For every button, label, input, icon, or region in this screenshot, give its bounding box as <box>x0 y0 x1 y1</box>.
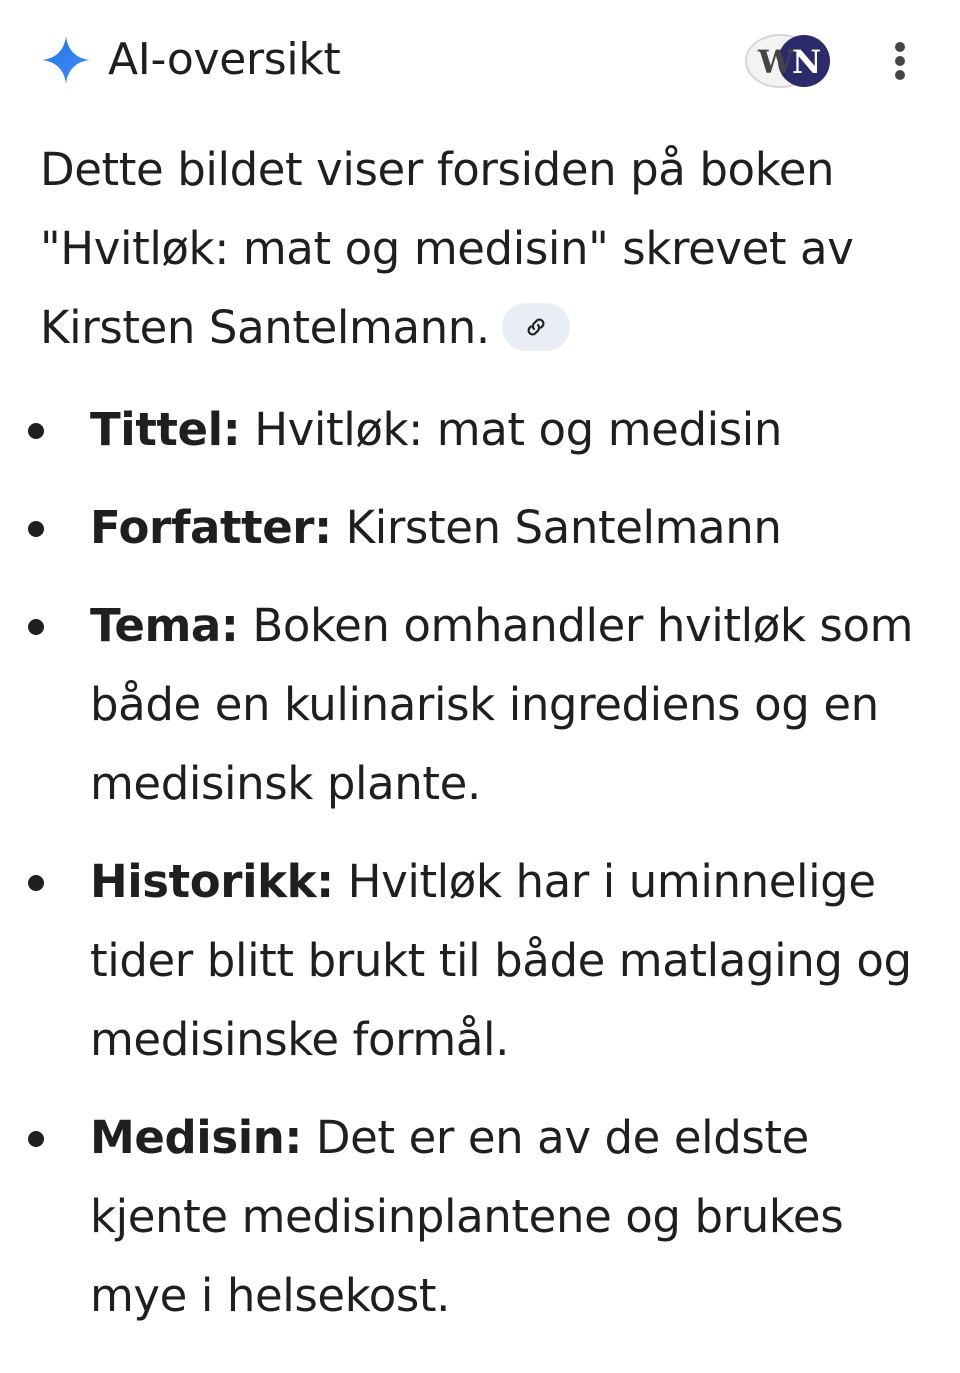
svg-text:N: N <box>792 43 822 81</box>
list-item-historikk <box>0 842 960 1079</box>
bullet <box>28 521 44 537</box>
item-label: Historikk: <box>90 855 334 908</box>
list-item-medisin <box>0 1098 960 1335</box>
more-vert-icon[interactable] <box>880 38 920 84</box>
bullet <box>28 1131 44 1147</box>
item-label: Medisin: <box>90 1111 302 1164</box>
item-text: Hvitløk: mat og medisin <box>240 403 782 456</box>
item-text: Det er en av de eldste kjente medisinplantene og brukes mye i helsekost. <box>90 1111 844 1322</box>
list-item-tittel <box>0 390 960 469</box>
item-label: Tittel: <box>90 403 241 456</box>
list-item-tema <box>0 586 960 823</box>
intro-paragraph <box>40 130 930 367</box>
ai-overview-header <box>0 0 960 120</box>
ai-overview-title: AI-oversikt <box>108 34 341 85</box>
source-logo-text: W <box>758 43 794 81</box>
item-text: Hvitløk har i uminnelige tider blitt brukt til både matlaging og medisinske formål. <box>90 855 912 1066</box>
bullet <box>28 423 44 439</box>
item-label: Tema: <box>90 599 239 652</box>
gemini-sparkle-icon <box>40 34 92 86</box>
list-item-forfatter <box>0 488 960 567</box>
bullet <box>28 619 44 635</box>
item-text: Boken omhandler hvitløk som både en kulinarisk ingrediens og en medisinsk plante. <box>90 599 914 810</box>
intro-text: Dette bildet viser forsiden på boken "Hvitløk: mat og medisin" skrevet av Kirsten Santelmann. <box>40 143 854 354</box>
source-logo[interactable] <box>742 33 832 89</box>
source-link-chip[interactable] <box>502 303 570 351</box>
link-icon <box>524 315 548 339</box>
bullet <box>28 875 44 891</box>
item-label: Forfatter: <box>90 501 332 554</box>
summary-list <box>0 390 960 1354</box>
item-text: Kirsten Santelmann <box>331 501 782 554</box>
